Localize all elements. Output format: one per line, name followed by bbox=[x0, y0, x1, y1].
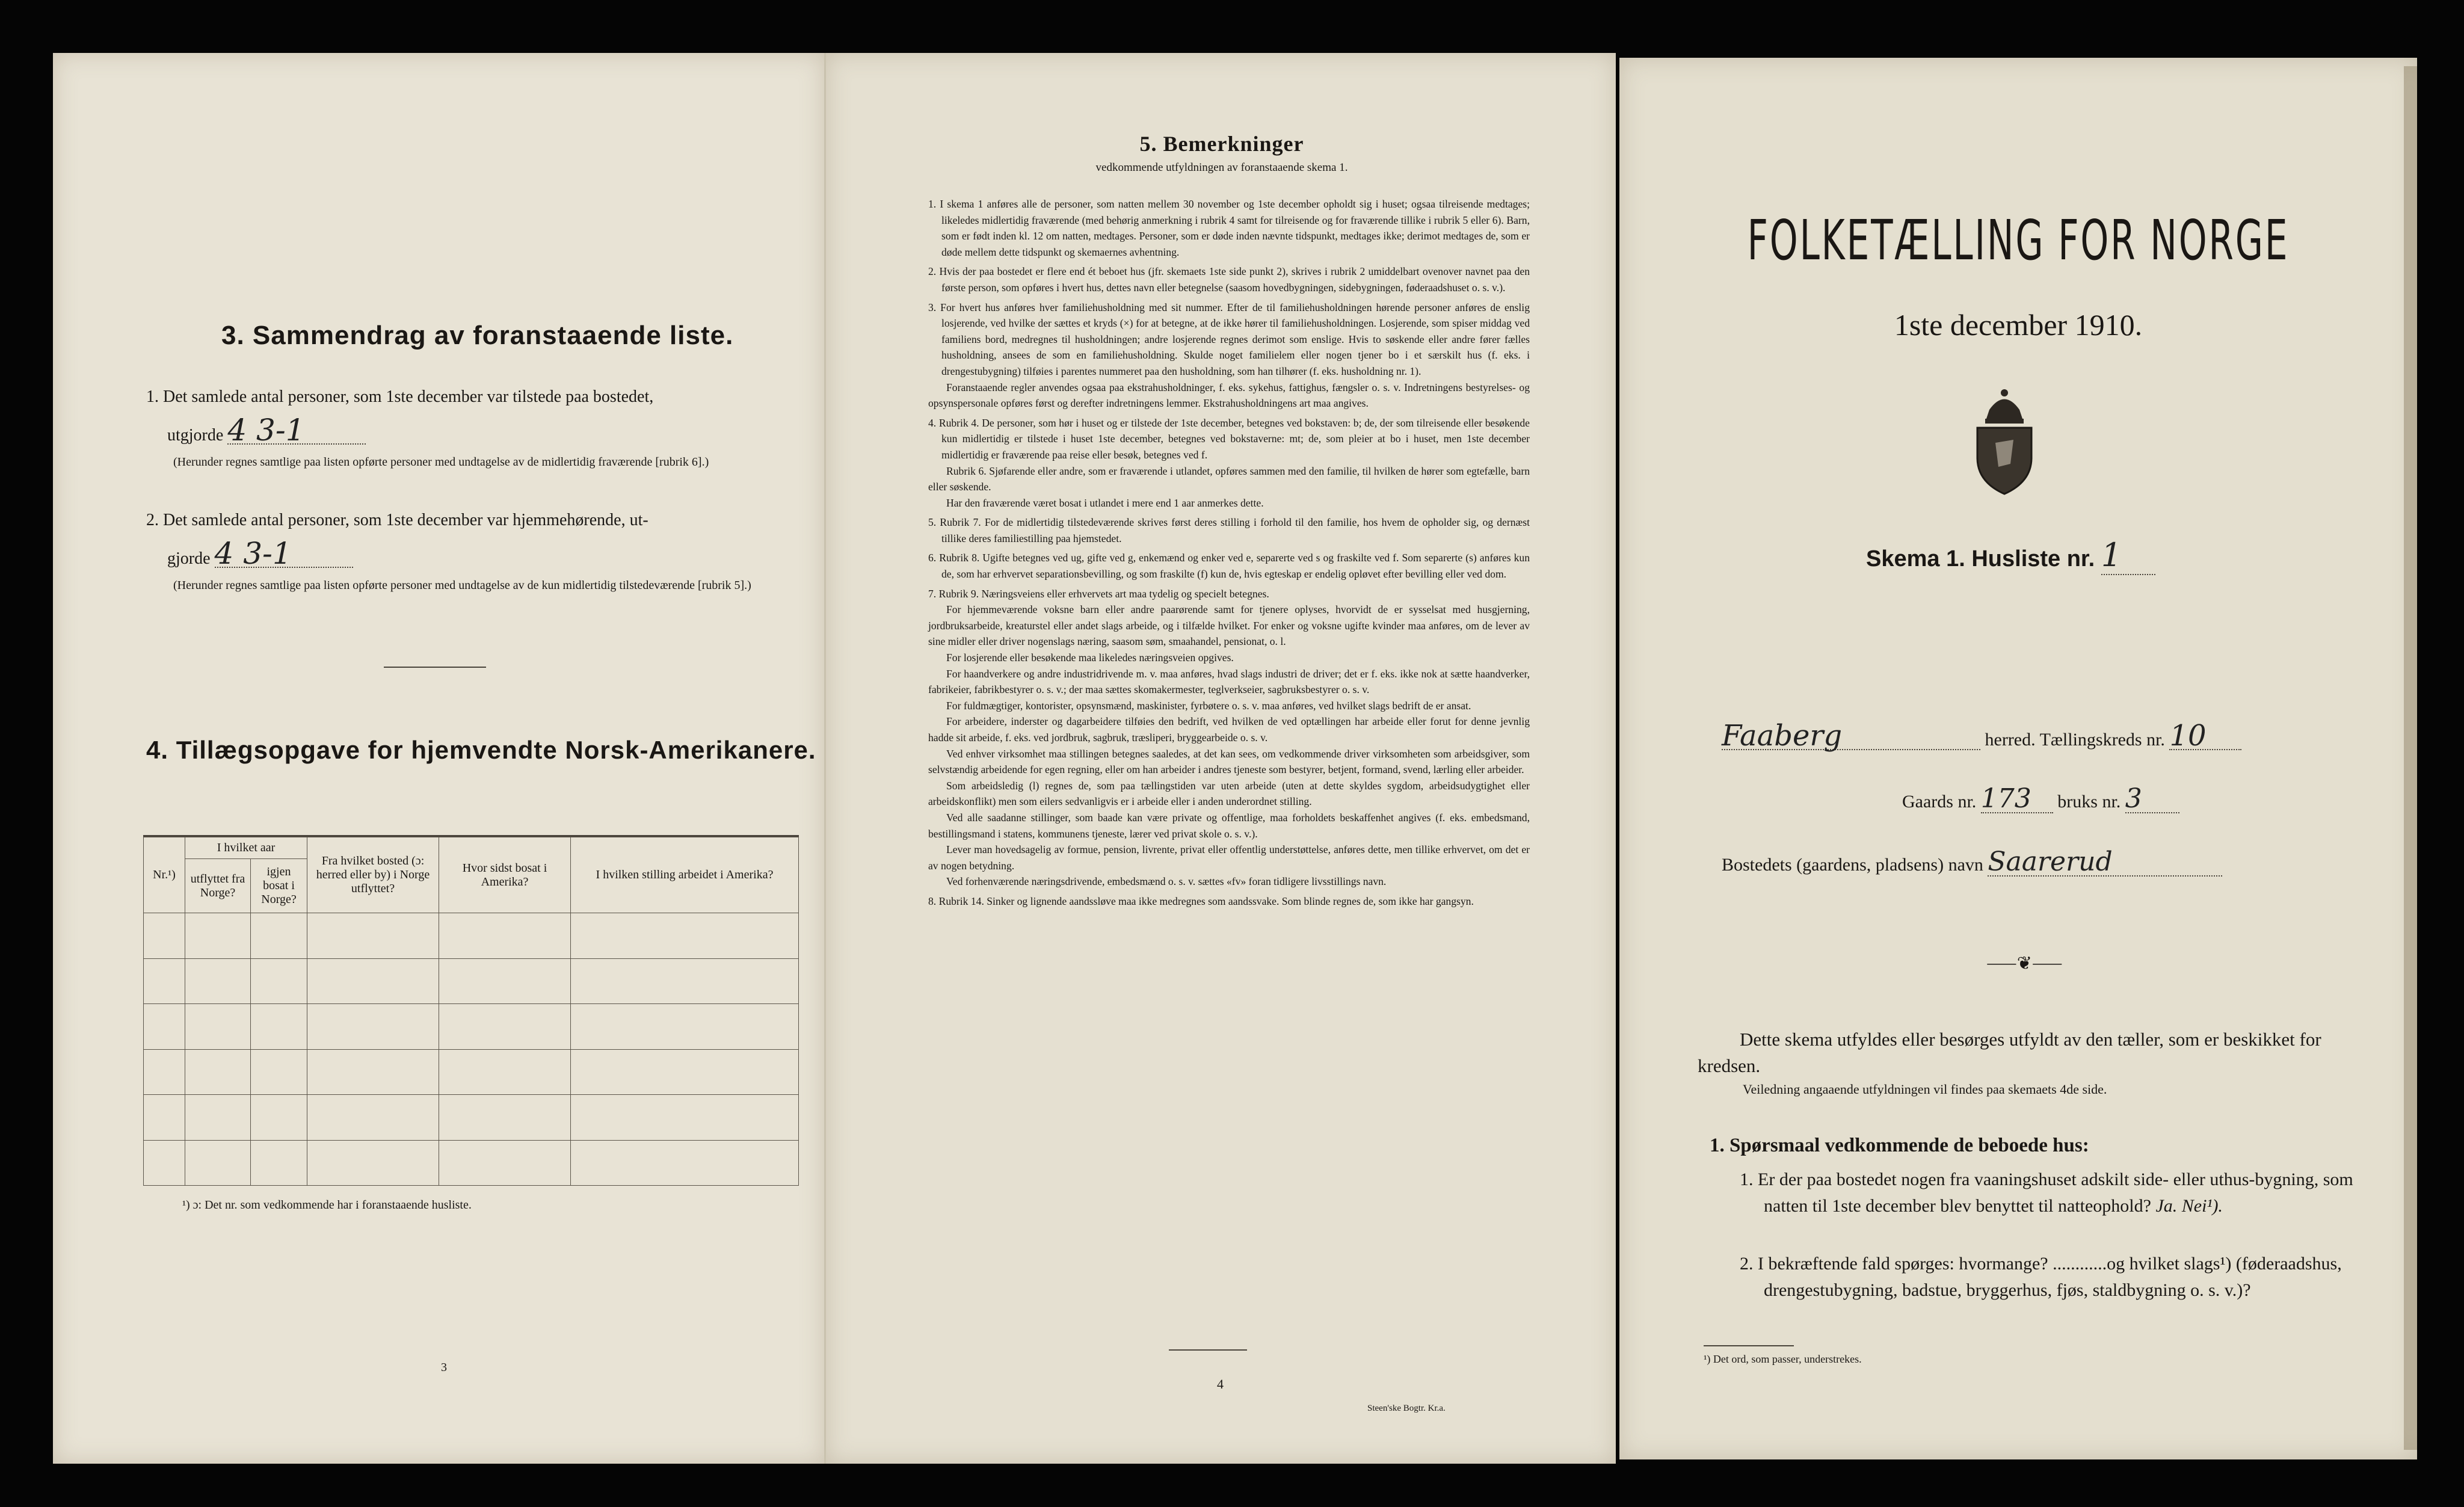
herred-value[interactable]: Faaberg bbox=[1722, 723, 1980, 750]
ornament-icon: ⸺❦⸺ bbox=[1986, 954, 2063, 973]
item2-text: 2. Det samlede antal personer, som 1ste december var hjemmehørende, ut- bbox=[146, 511, 648, 529]
remark-2: 2. Hvis der paa bostedet er flere end ét beboet hus (jfr. skemaets 1ste side punkt 2), skrives i rubrik 2 umiddelbart ovenover navnet paa den første person, som opføres i hvert hus, dettes navn eller betegnelse (saasom hovedbygningen, sidebygningen, føderaadshuset o. s. v.). bbox=[928, 265, 1530, 294]
remark-7k: Ved forhenværende næringsdrivende, embedsmænd o. s. v. sættes «fv» foran tidligere livsstillings navn. bbox=[946, 875, 1387, 888]
table-row[interactable] bbox=[144, 1049, 799, 1095]
section4-title: 4. Tillægsopgave for hjemvendte Norsk-Amerikanere. bbox=[146, 736, 816, 764]
col-bosted: Fra hvilket bosted (ɔ: herred eller by) i Norge utflyttet? bbox=[307, 837, 439, 913]
page-edge bbox=[2404, 66, 2417, 1450]
footnote: ¹) ɔ: Det nr. som vedkommende har i foranstaaende husliste. bbox=[182, 1198, 472, 1212]
col-aar: I hvilket aar bbox=[185, 837, 307, 859]
remark-7f: For arbeidere, inderster og dagarbeidere tilføies den bedrift, ved hvilken de ved optællingen har arbeide eller forut for denne jevnlig hadde sit arbeide, f. eks. ved jordbruk, sagbruk, træsliperi, bryggearbeide o. s. v. bbox=[928, 715, 1530, 744]
remark-4c: Har den fraværende været bosat i utlandet i mere end 1 aar anmerkes dette. bbox=[946, 496, 1264, 509]
footnote-rule bbox=[1704, 1345, 1794, 1346]
page-4 bbox=[824, 53, 1616, 1464]
bruks-label: bruks nr. bbox=[2057, 792, 2121, 812]
table-row[interactable] bbox=[144, 1140, 799, 1186]
bosted-value[interactable]: Saarerud bbox=[1988, 849, 2222, 877]
divider bbox=[1169, 1349, 1247, 1351]
bruks-value[interactable]: 3 bbox=[2125, 786, 2179, 813]
remark-7e: For fuldmægtiger, kontorister, opsynsmænd, maskinister, fyrbøtere o. s. v. maa anføres, ved hvilket slags bedrift de er ansat. bbox=[946, 699, 1471, 712]
printer-mark: Steen'ske Bogtr. Kr.a. bbox=[1367, 1404, 1446, 1413]
item2-prefix: gjorde bbox=[167, 549, 211, 568]
page-number: 4 bbox=[1217, 1376, 1224, 1391]
questions-heading: 1. Spørsmaal vedkommende de beboede hus: bbox=[1710, 1135, 2089, 1156]
kreds-value[interactable]: 10 bbox=[2169, 723, 2241, 750]
form-title: FOLKETÆLLING FOR NORGE bbox=[1747, 208, 2290, 273]
remark-4: 4. Rubrik 4. De personer, som hør i huset og er tilstede der 1ste december, betegnes ved bokstaven: b; de, der som tilreisende eller besøkende kun midlertidig er tilstede i huset 1ste december, betegnes ved bokstaverne: mt; de, som pleier at bo i huset, men 1ste december midlertidig er fraværende paa reise eller besøk, betegnes ved f. bbox=[928, 416, 1530, 461]
instruction-small: Veiledning angaaende utfyldningen vil findes paa skemaets 4de side. bbox=[1743, 1082, 2107, 1097]
bosted-label: Bostedets (gaardens, pladsens) navn bbox=[1722, 855, 1983, 875]
skema-row bbox=[1866, 536, 2155, 575]
divider bbox=[384, 667, 486, 668]
col-bosat: igjen bosat i Norge? bbox=[251, 859, 307, 913]
question-1-text: 1. Er der paa bostedet nogen fra vaaningshuset adskilt side- eller uthus-bygning, som natten til 1ste december blev benyttet til natteophold? bbox=[1740, 1170, 2353, 1216]
page-3 bbox=[53, 53, 824, 1464]
question-2: 2. I bekræftende fald spørges: hvormange? ............og hvilket slags¹) (føderaadshus, drengestubygning, badstue, bryggerhus, fjøs, staldbygning o. s. v.)? bbox=[1740, 1254, 2342, 1300]
item1-row bbox=[167, 413, 366, 449]
remark-8: 8. Rubrik 14. Sinker og lignende aandssløve maa ikke medregnes som aandssvake. Som blinde regnes de, som ikke har gangsyn. bbox=[928, 895, 1474, 907]
herred-row bbox=[1722, 719, 2241, 753]
remarks-list bbox=[928, 196, 1530, 910]
item1-value[interactable]: 4 3-1 bbox=[227, 417, 366, 445]
remarks-title: 5. Bemerkninger bbox=[1139, 132, 1304, 156]
norsk-amerikaner-table bbox=[143, 837, 799, 1186]
item2-value[interactable]: 4 3-1 bbox=[215, 540, 353, 568]
section3-title: 3. Sammendrag av foranstaaende liste. bbox=[221, 321, 734, 350]
remark-7b: For hjemmeværende voksne barn eller andre paarørende samt for tjenere oplyses, hvorvidt de er sysselsat med husgjerning, jordbruksarbeide, kreaturstel eller andet slags arbeide, og i tilfælde hvilket. For enker og voksne ugifte kvinder maa anføres, om de lever av sine midler eller driver nogenslags næring, saasom søm, smaahandel, pensionat, o. l. bbox=[928, 603, 1530, 648]
bosted-row bbox=[1722, 846, 2222, 878]
remark-1: 1. I skema 1 anføres alle de personer, som natten mellem 30 november og 1ste december opholdt sig i huset; ogsaa tilreisende medtages; likeledes midlertidig fraværende (med behørig anmerkning i rubrik 4 samt for tilreisende og for fraværende tillike i rubrik 5 eller 6). Barn, som er født inden kl. 12 om natten, medtages. Personer, som er døde inden nævnte tidspunkt, medtages ikke; derimot medtages de, som er døde mellem dette tidspunkt og skemaernes avhentning. bbox=[928, 198, 1530, 258]
remark-7c: For losjerende eller besøkende maa likeledes næringsveien opgives. bbox=[946, 652, 1234, 664]
remark-3b: Foranstaaende regler anvendes ogsaa paa ekstrahusholdninger, f. eks. sykehus, fattighus, fængsler o. s. v. Indretningens bestyrelses- og opsynspersonale opføres først og derefter indretningens lemmer. Ekstrahusholdningens art maa angives. bbox=[928, 381, 1530, 410]
item1-note: (Herunder regnes samtlige paa listen opførte personer med undtagelse av de midlertidig fraværende [rubrik 6].) bbox=[173, 455, 709, 469]
remark-6: 6. Rubrik 8. Ugifte betegnes ved ug, gifte ved g, enkemænd og enker ved e, separerte ved s og fraskilte ved f. Som separerte (s) anføres kun de, som har erhvervet separationsbevilling, og som fraskilte (f) kun de, hvis egteskap er endelig opløvet efter bevilling eller ved dom. bbox=[928, 552, 1530, 581]
col-utflyttet: utflyttet fra Norge? bbox=[185, 859, 251, 913]
remark-5: 5. Rubrik 7. For de midlertidig tilstedeværende skrives først deres stilling i forhold til den familie, hos hvem de opholder sig, og dernæst tillike deres familiestilling paa hjemstedet. bbox=[928, 516, 1530, 544]
remarks-subtitle: vedkommende utfyldningen av foranstaaende skema 1. bbox=[1095, 161, 1348, 174]
remark-7i: Ved alle saadanne stillinger, som baade kan være private og offentlige, maa forholdets beskaffenhet angives (f. eks. embedsmand, bestillingsmand i statens, kommunens tjeneste, lærer ved privat skole o. s. v.). bbox=[928, 811, 1530, 840]
instruction-text: Dette skema utfyldes eller besørges utfyldt av den tæller, som er beskikket for kredsen. bbox=[1698, 1029, 2321, 1076]
remark-7: 7. Rubrik 9. Næringsveiens eller erhvervets art maa tydelig og specielt betegnes. bbox=[928, 587, 1269, 600]
skema-label: Skema 1. Husliste nr. bbox=[1866, 546, 2095, 572]
remark-4b: Rubrik 6. Sjøfarende eller andre, som er fraværende i utlandet, opføres sammen med den familie, til hvilken de hører som egtefælle, barn eller søskende. bbox=[928, 464, 1530, 493]
page-number: 3 bbox=[441, 1361, 447, 1374]
col-stilling: I hvilken stilling arbeidet i Amerika? bbox=[571, 837, 799, 913]
item2-row bbox=[167, 536, 353, 572]
remark-7g: Ved enhver virksomhet maa stillingen betegnes saaledes, at det kan sees, om vedkommende driver virksomheten som arbeidsgiver, som selvstændig arbeidende for egen regning, eller om han arbeider i andres tjeneste som bestyrer, betjent, formand, svend, lærling eller arbeider. bbox=[928, 747, 1530, 776]
col-amerika: Hvor sidst bosat i Amerika? bbox=[439, 837, 571, 913]
table-row[interactable] bbox=[144, 958, 799, 1004]
gaards-value[interactable]: 173 bbox=[1981, 786, 2053, 813]
remark-3: 3. For hvert hus anføres hver familiehusholdning med sit nummer. Efter de til familiehusholdningen hørende personer anføres de enslig losjerende, ved hvilke der sættes et kryds (×) for at betegne, at de ikke hører til familiehusholdningen. Losjerende, som spiser middag ved familiens bord, medregnes til husholdningen; andre losjerende regnes derimot som enslige. Hvis to søskende eller andre fører fælles husholdning, ansees de som en familiehusholdning. Skulde noget familielem eller nogen tjener bo i et særskilt hus (f. eks. i drengestubygning) tilføies i parentes nummeret paa den husholdning, som han tilhører (f. eks. husholdning nr. 1). bbox=[928, 301, 1530, 377]
item1-text: 1. Det samlede antal personer, som 1ste december var tilstede paa bostedet, bbox=[146, 387, 654, 406]
remark-7d: For haandverkere og andre industridrivende m. v. maa anføres, hvad slags industri de driver; det er f. eks. ikke nok at sætte haandverker, fabrikeier, fabrikbestyrer o. s. v.; der maa sættes skomakermester, teglverkseier, sagbruksbestyrer o. s. v. bbox=[928, 667, 1530, 696]
remark-7j: Lever man hovedsagelig av formue, pension, livrente, privat eller offentlig understøttelse, anføres dette, men tillike erhvervet, om det er av nogen betydning. bbox=[928, 843, 1530, 872]
form-date: 1ste december 1910. bbox=[1894, 308, 2143, 342]
table-row[interactable] bbox=[144, 913, 799, 959]
herred-label: herred. bbox=[1985, 730, 2036, 750]
question-1 bbox=[1740, 1166, 2377, 1219]
footnote: ¹) Det ord, som passer, understrekes. bbox=[1704, 1353, 1862, 1365]
table-row[interactable] bbox=[144, 1095, 799, 1141]
gaards-label: Gaards nr. bbox=[1902, 792, 1977, 812]
item1-prefix: utgjorde bbox=[167, 426, 224, 445]
item2-note: (Herunder regnes samtlige paa listen opførte personer med undtagelse av de kun midlertidig tilstedeværende [rubrik 5].) bbox=[173, 579, 751, 592]
husliste-nr[interactable]: 1 bbox=[2101, 536, 2155, 575]
question-1-answer[interactable]: Ja. Nei¹). bbox=[2155, 1196, 2223, 1216]
coat-of-arms-icon bbox=[1962, 386, 2047, 497]
page-1 bbox=[1619, 58, 2417, 1459]
kreds-label: Tællingskreds nr. bbox=[2039, 730, 2165, 750]
remark-7h: Som arbeidsledig (l) regnes de, som paa tællingstiden var uten arbeide (uten at dette skyldes sygdom, arbeidsudygtighet eller arbeidskonflikt) men som eilers sedvanligvis er i arbeide eller i anden underordnet stilling. bbox=[928, 779, 1530, 808]
col-nr: Nr.¹) bbox=[144, 837, 185, 913]
table-row[interactable] bbox=[144, 1004, 799, 1050]
gaards-row bbox=[1902, 783, 2179, 815]
